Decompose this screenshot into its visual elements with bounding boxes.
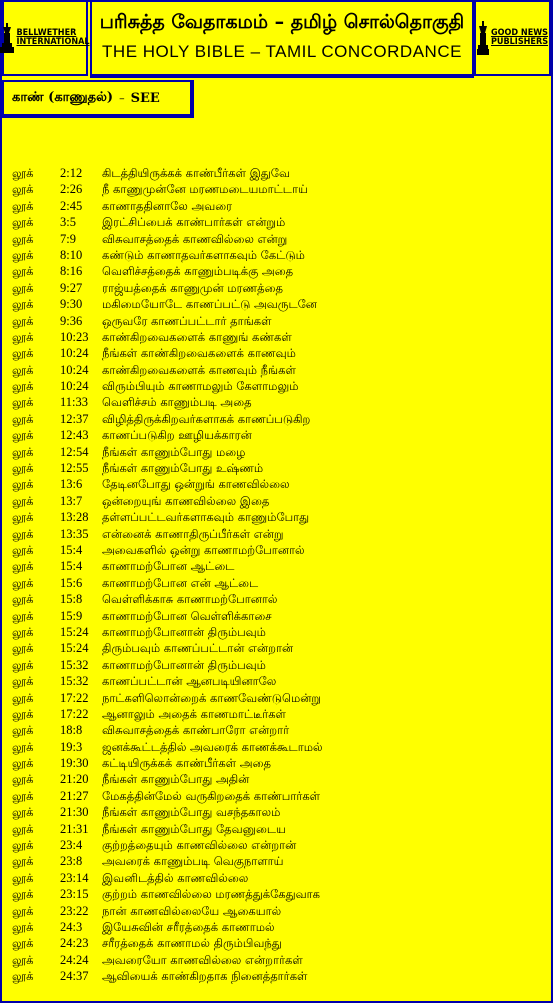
concordance-entry (12, 476, 323, 492)
entry-book: லூக் (12, 788, 34, 803)
concordance-entry (12, 919, 323, 935)
concordance-entry (12, 657, 323, 673)
entry-reference: 21:20 (60, 772, 89, 787)
entry-book: லூக் (12, 870, 34, 885)
entry-book: லூக் (12, 821, 34, 836)
concordance-entry (12, 968, 323, 984)
concordance-entry (12, 378, 323, 394)
concordance-entry (12, 493, 323, 509)
entry-book: லூக் (12, 592, 34, 607)
entry-text: நீங்கள் காணும்போது அதின் (102, 772, 250, 787)
entry-text: ஜனக்கூட்டத்தில் அவரைக் காணக்கூடாமல் (102, 739, 323, 754)
concordance-entry (12, 690, 323, 706)
concordance-entry (12, 886, 323, 902)
entry-reference: 2:12 (60, 166, 83, 180)
concordance-entry (12, 935, 323, 951)
entry-reference: 23:15 (60, 887, 89, 902)
entry-reference: 21:30 (60, 805, 89, 820)
entry-book: லூக் (12, 444, 34, 459)
entry-reference: 15:4 (60, 542, 83, 557)
entry-book: லூக் (12, 247, 34, 262)
entry-reference: 17:22 (60, 706, 89, 721)
concordance-entry (12, 558, 323, 574)
entry-book: லூக் (12, 969, 34, 984)
entry-book: லூக் (12, 575, 34, 590)
concordance-entry (12, 771, 323, 787)
entry-book: லூக் (12, 559, 34, 574)
entry-book: லூக் (12, 838, 34, 853)
entry-reference: 19:30 (60, 756, 89, 771)
word-heading-tamil: காண் (காணுதல்) (12, 90, 114, 105)
entry-text: நான் காணவில்லையே ஆகையால் (102, 903, 282, 918)
entry-book: லூக் (12, 756, 34, 771)
entry-book: லூக் (12, 952, 34, 967)
entry-reference: 24:37 (60, 969, 89, 984)
entry-book: லூக் (12, 805, 34, 820)
concordance-entry (12, 427, 323, 443)
concordance-entry (12, 263, 323, 279)
concordance-entry (12, 608, 323, 624)
entry-reference: 15:24 (60, 624, 89, 639)
entry-text: மேகத்தின்மேல் வருகிறதைக் காண்பார்கள் (102, 788, 321, 803)
entry-book: லூக் (12, 854, 34, 869)
entry-reference: 12:54 (60, 444, 89, 459)
entry-text: காணாமற்போன என் ஆட்டை (102, 575, 259, 590)
concordance-entry (12, 706, 323, 722)
concordance-entry (12, 575, 323, 591)
entry-book: லூக் (12, 624, 34, 639)
concordance-entry (12, 853, 323, 869)
entry-reference: 13:7 (60, 493, 83, 508)
entry-book: லூக் (12, 166, 34, 180)
entry-reference: 2:26 (60, 182, 83, 197)
entry-reference: 2:45 (60, 198, 83, 213)
entry-reference: 24:3 (60, 919, 83, 934)
entry-reference: 24:23 (60, 936, 89, 951)
entry-text: கண்டும் காணாதவர்களாகவும் கேட்டும் (102, 247, 305, 262)
concordance-entry (12, 231, 323, 247)
concordance-entry (12, 788, 323, 804)
entry-book: லூக் (12, 477, 34, 492)
concordance-entry (12, 411, 323, 427)
entry-reference: 21:31 (60, 821, 89, 836)
entry-text: ராஜ்யத்தைக் காணுமுன் மரணத்தை (102, 280, 284, 295)
concordance-entry (12, 526, 323, 542)
entry-reference: 19:3 (60, 739, 83, 754)
concordance-entry (12, 870, 323, 886)
entry-book: லூக் (12, 526, 34, 541)
entry-text: நீங்கள் காணும்போது தேவனுடைய (102, 821, 286, 836)
title-banner (90, 0, 474, 78)
entry-book: லூக் (12, 723, 34, 738)
entry-text: வெள்ளிக்காசு காணாமற்போனால் (102, 592, 278, 607)
entry-book: லூக் (12, 411, 34, 426)
entry-text: காண்கிறவைகளைக் காணவும் நீங்கள் (102, 362, 296, 377)
entry-book: லூக் (12, 461, 34, 476)
concordance-entry (12, 624, 323, 640)
entry-book: லூக் (12, 379, 34, 394)
word-heading (2, 80, 194, 118)
entry-book: லூக் (12, 919, 34, 934)
entry-reference: 3:5 (60, 215, 76, 230)
concordance-entry (12, 345, 323, 361)
entry-text: நீ காணுமுன்னே மரணமடையமாட்டாய் (102, 182, 308, 197)
entry-book: லூக் (12, 280, 34, 295)
concordance-entry (12, 755, 323, 771)
concordance-entry (12, 542, 323, 558)
entry-text: கிடத்தியிருக்கக் காண்பீர்கள் இதுவே (102, 166, 290, 180)
entry-book: லூக் (12, 510, 34, 525)
entry-reference: 7:9 (60, 231, 76, 246)
entry-reference: 13:35 (60, 526, 89, 541)
entry-text: தேடினபோது ஒன்றுங் காணவில்லை (102, 477, 290, 492)
entry-reference: 15:32 (60, 657, 89, 672)
entry-reference: 23:8 (60, 854, 83, 869)
entry-book: லூக் (12, 706, 34, 721)
bellwether-logo (2, 0, 88, 76)
word-heading-dash: – (119, 91, 125, 105)
concordance-entry (12, 804, 323, 820)
entry-reference: 9:36 (60, 313, 83, 328)
entry-text: விழித்திருக்கிறவர்களாகக் காணப்படுகிற (102, 411, 311, 426)
entry-book: லூக் (12, 641, 34, 656)
entry-reference: 24:24 (60, 952, 89, 967)
concordance-entry (12, 460, 323, 476)
entry-book: லூக் (12, 428, 34, 443)
entry-book: லூக் (12, 772, 34, 787)
concordance-entry (12, 903, 323, 919)
concordance-entry (12, 591, 323, 607)
entry-book: லூக் (12, 936, 34, 951)
entry-reference: 15:9 (60, 608, 83, 623)
concordance-entry (12, 214, 323, 230)
tower-icon (477, 21, 489, 55)
entry-book: லூக் (12, 346, 34, 361)
entry-text: காணாமற்போனான் திரும்பவும் (102, 657, 266, 672)
entry-reference: 17:22 (60, 690, 89, 705)
entry-book: லூக் (12, 362, 34, 377)
entry-reference: 23:4 (60, 838, 83, 853)
entry-text: ஒருவரே காணப்பட்டார் தாங்கள் (102, 313, 272, 328)
entry-reference: 10:23 (60, 329, 89, 344)
entry-text: காணாமற்போனான் திரும்பவும் (102, 624, 266, 639)
entry-reference: 23:22 (60, 903, 89, 918)
entry-reference: 8:10 (60, 247, 83, 262)
entry-reference: 13:28 (60, 510, 89, 525)
entry-reference: 18:8 (60, 723, 83, 738)
entry-text: வெளிச்சத்தைக் காணும்படிக்கு அதை (102, 264, 294, 279)
concordance-entry (12, 837, 323, 853)
concordance-entry (12, 394, 323, 410)
entry-text: காணப்படுகிற ஊழியக்காரன் (102, 428, 252, 443)
good-news-logo-text: GOOD NEWS PUBLISHERS (490, 27, 549, 47)
concordance-entry (12, 329, 323, 345)
entry-text: நாட்களிலொன்றைக் காணவேண்டுமென்று (102, 690, 322, 705)
concordance-entry (12, 165, 323, 181)
entry-text: நீங்கள் காணும்போது உஷ்ணம் (102, 461, 264, 476)
concordance-entry (12, 313, 323, 329)
entry-text: அவரைக் காணும்படி வெகுநாளாய் (102, 854, 284, 869)
entry-reference: 12:55 (60, 461, 89, 476)
entry-reference: 12:37 (60, 411, 89, 426)
concordance-entry (12, 444, 323, 460)
entry-text: அவரையோ காணவில்லை என்றார்கள் (102, 952, 303, 967)
entry-reference: 15:8 (60, 592, 83, 607)
bell-tower-icon (0, 23, 14, 53)
entry-text: குற்றம் காணவில்லை மரணத்துக்கேதுவாக (102, 887, 320, 902)
entry-text: வெளிச்சம் காணும்படி அதை (102, 395, 252, 410)
entry-text: என்னைக் காணாதிருப்பீர்கள் என்று (102, 526, 284, 541)
entry-book: லூக் (12, 674, 34, 689)
entry-reference: 15:6 (60, 575, 83, 590)
entry-text: நீங்கள் காணும்போது மழை (102, 444, 246, 459)
entry-text: அவைகளில் ஒன்று காணாமற்போனால் (102, 542, 305, 557)
entry-reference: 10:24 (60, 362, 89, 377)
entry-text: இவனிடத்தில் காணவில்லை (102, 870, 249, 885)
entry-text: ஆவியைக் காண்கிறதாக நினைத்தார்கள் (102, 969, 308, 984)
concordance-list (12, 165, 323, 985)
entry-text: விரும்பியும் காணாமலும் கேளாமலும் (102, 379, 299, 394)
entry-book: லூக் (12, 313, 34, 328)
concordance-entry (12, 362, 323, 378)
entry-book: லூக் (12, 329, 34, 344)
entry-text: மகிமையோடே காணப்பட்டு அவருடனே (102, 297, 317, 312)
entry-text: திரும்பவும் காணப்பட்டான் என்றான் (102, 641, 294, 656)
entry-text: காணாமற்போன ஆட்டை (102, 559, 235, 574)
entry-reference: 8:16 (60, 264, 83, 279)
entry-book: லூக் (12, 182, 34, 197)
concordance-entry (12, 739, 323, 755)
entry-book: லூக் (12, 657, 34, 672)
entry-reference: 9:27 (60, 280, 83, 295)
entry-text: குற்றத்தையும் காணவில்லை என்றான் (102, 838, 297, 853)
title-tamil: பரிசுத்த வேதாகமம் – தமிழ் சொல்தொகுதி (99, 10, 465, 33)
entry-reference: 15:24 (60, 641, 89, 656)
concordance-entry (12, 247, 323, 263)
entry-reference: 10:24 (60, 379, 89, 394)
entry-book: லூக் (12, 395, 34, 410)
entry-book: லூக் (12, 215, 34, 230)
entry-book: லூக் (12, 542, 34, 557)
concordance-entry (12, 509, 323, 525)
concordance-entry (12, 952, 323, 968)
entry-book: லூக் (12, 690, 34, 705)
entry-reference: 11:33 (60, 395, 89, 410)
concordance-entry (12, 181, 323, 197)
concordance-entry (12, 198, 323, 214)
entry-reference: 21:27 (60, 788, 89, 803)
entry-text: கட்டியிருக்கக் காண்பீர்கள் அதை (102, 756, 271, 771)
concordance-entry (12, 280, 323, 296)
concordance-entry (12, 722, 323, 738)
entry-book: லூக் (12, 198, 34, 213)
good-news-logo (474, 0, 551, 76)
entry-text: காணாமற்போன வெள்ளிக்காசை (102, 608, 272, 623)
entry-text: காணப்பட்டான் ஆனபடியினாலே (102, 674, 277, 689)
entry-text: இயேசுவின் சரீரத்தைக் காணாமல் (102, 919, 275, 934)
concordance-entry (12, 296, 323, 312)
entry-text: நீங்கள் காணும்போது வசந்தகாலம் (102, 805, 281, 820)
entry-text: சரீரத்தைக் காணாமல் திரும்பிவந்து (102, 936, 282, 951)
entry-book: லூக் (12, 739, 34, 754)
entry-reference: 10:24 (60, 346, 89, 361)
entry-text: விசுவாசத்தைக் காணவில்லை என்று (102, 231, 288, 246)
entry-book: லூக் (12, 887, 34, 902)
entry-text: ஆனாலும் அதைக் காணமாட்டீர்கள் (102, 706, 286, 721)
concordance-entry (12, 821, 323, 837)
entry-text: விசுவாசத்தைக் காண்பாரோ என்றார் (102, 723, 290, 738)
entry-book: லூக் (12, 608, 34, 623)
entry-book: லூக் (12, 903, 34, 918)
entry-reference: 15:32 (60, 674, 89, 689)
word-heading-english: SEE (130, 90, 160, 106)
entry-text: காணாததினாலே அவரை (102, 198, 233, 213)
entry-text: ஒன்றையுங் காணவில்லை இதை (102, 493, 270, 508)
entry-text: தள்ளப்பட்டவர்களாகவும் காணும்போது (102, 510, 310, 525)
concordance-entry (12, 640, 323, 656)
entry-reference: 9:30 (60, 297, 83, 312)
entry-reference: 23:14 (60, 870, 89, 885)
bellwether-logo-text: BELLWETHER INTERNATIONAL (16, 27, 90, 47)
concordance-entry (12, 673, 323, 689)
entry-text: இரட்சிப்பைக் காண்பார்கள் என்றும் (102, 215, 286, 230)
entry-book: லூக் (12, 231, 34, 246)
entry-text: காண்கிறவைகளைக் காணுங் கண்கள் (102, 329, 292, 344)
entry-book: லூக் (12, 264, 34, 279)
title-english: THE HOLY BIBLE – TAMIL CONCORDANCE (102, 41, 462, 61)
entry-book: லூக் (12, 493, 34, 508)
entry-reference: 13:6 (60, 477, 83, 492)
entry-text: நீங்கள் காண்கிறவைகளைக் காணவும் (102, 346, 296, 361)
entry-book: லூக் (12, 297, 34, 312)
entry-reference: 15:4 (60, 559, 83, 574)
entry-reference: 12:43 (60, 428, 89, 443)
